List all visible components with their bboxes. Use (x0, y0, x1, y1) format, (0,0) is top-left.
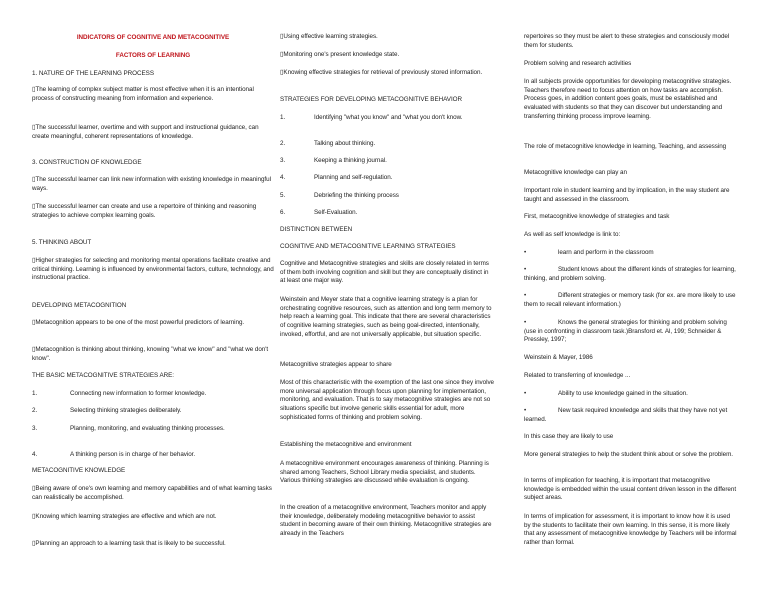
checkbox-icon: ▯ (32, 346, 36, 353)
paragraph: ▯Knowing effective strategies for retrieval of previously stored information. (280, 69, 483, 76)
list-item: 6. Self-Evaluation. (280, 209, 358, 216)
list-item: 1. Identifying "what you know" and "what you don't know. (280, 114, 463, 121)
checkbox-icon: ▯ (32, 485, 36, 492)
heading-strategies-developing: STRATEGIES FOR DEVELOPING METACOGNITIVE BEHAVIOR (280, 96, 462, 103)
bullet-item: • Student knows about the different kinds of strategies for learning, thinking, and problem solving. (524, 266, 736, 282)
paragraph: Most of this characteristic with the exemption of the last one since they involve more universal application through focus upon planning for implementation, monitoring, and evaluation. That is to say metacognitive strategies are not so situations specific but involve generic skills essential for adult, more sophisticated forms of thinking and problem solving. (280, 379, 494, 421)
bullet-icon: • (524, 319, 527, 326)
list-item: 2. Talking about thinking. (280, 140, 376, 147)
paragraph: ▯The successful learner, overtime and with support and instructional guidance, can create meaningful, coherent representations of knowledge. (32, 124, 259, 140)
paragraph: ▯Metacognition appears to be one of the most powerful predictors of learning. (32, 319, 245, 326)
paragraph: Establishing the metacognitive and environment (280, 441, 412, 448)
paragraph: In terms of implication for assessment, it is important to know how it is used by the students to facilitate their own learning. In this sense, it is more likely that any assessment of metacognitive knowledge by Teachers will be informal rather than formal. (524, 513, 737, 547)
paragraph: In the creation of a metacognitive environment, Teachers monitor and apply their knowledge, deliberately modeling metacognitive behavior to assist student in becoming aware of their own thinking. Metacognitive strategies are already in the Teachers (280, 504, 492, 538)
paragraph: More general strategies to help the student think about or solve the problem. (524, 451, 733, 458)
paragraph: ▯Using effective learning strategies. (280, 33, 378, 40)
bullet-icon: • (524, 249, 527, 256)
checkbox-icon: ▯ (280, 69, 284, 76)
paragraph: Metacognitive knowledge can play an (524, 169, 627, 176)
heading-cognitive-and-metacognitive: COGNITIVE AND METACOGNITIVE LEARNING STRATEGIES (280, 243, 456, 250)
checkbox-icon: ▯ (32, 86, 36, 93)
document-title-line-2: FACTORS OF LEARNING (115, 52, 191, 59)
bullet-icon: • (524, 292, 527, 299)
list-item: 3. Keeping a thinking journal. (280, 157, 387, 164)
bullet-item: • Ability to use knowledge gained in the situation. (524, 390, 688, 397)
paragraph: repertoires so they must be alert to these strategies and consciously model them for students. (524, 33, 730, 49)
heading-basic-strategies: THE BASIC METACOGNITIVE STRATEGIES ARE: (32, 372, 174, 379)
checkbox-icon: ▯ (32, 176, 36, 183)
list-item: 3. Planning, monitoring, and evaluating thinking processes. (32, 425, 225, 432)
paragraph: Cognitive and Metacognitive strategies and skills are closely related in terms of them both involving cognition and skill but they are conceptually distinct in at least one major way. (280, 260, 489, 285)
paragraph: Metacognitive strategies appear to share (280, 361, 392, 368)
heading-metacognitive-knowledge: METACOGNITIVE KNOWLEDGE (32, 467, 126, 474)
paragraph: Related to transferring of knowledge ... (524, 372, 631, 379)
bullet-item: • New task required knowledge and skills that they have not yet learned. (524, 407, 728, 423)
paragraph: ▯Metacognition is thinking about thinking, knowing "what we know" and "what we don't know". (32, 346, 269, 362)
bullet-item: • Different strategies or memory task (for ex. are more likely to use them to recall relevant information.) (524, 292, 736, 308)
heading-problem-solving: Problem solving and research activities (524, 60, 632, 67)
checkbox-icon: ▯ (280, 51, 284, 58)
paragraph: First, metacognitive knowledge of strategies and task (524, 213, 670, 220)
bullet-icon: • (524, 266, 527, 273)
checkbox-icon: ▯ (280, 33, 284, 40)
list-item: 2. Selecting thinking strategies deliberately. (32, 407, 182, 414)
paragraph: ▯The learning of complex subject matter is most effective when it is an intentional process of constructing meaning from information and experience. (32, 86, 254, 102)
checkbox-icon: ▯ (32, 319, 36, 326)
paragraph: ▯The successful learner can link new information with existing knowledge in meaningful ways. (32, 176, 271, 192)
list-item: 5. Debriefing the thinking process (280, 192, 399, 199)
paragraph: ▯Higher strategies for selecting and monitoring mental operations facilitate creative and critical thinking. Learning is influenced by environmental factors, culture, technology, and instructional practice. (32, 257, 274, 282)
heading-nature-of-learning: 1. NATURE OF THE LEARNING PROCESS (32, 70, 154, 77)
paragraph: Weinstein and Meyer state that a cognitive learning strategy is a plan for orchestrating cognitive resources, such as attention and long term memory to help reach a learning goal. This indicate that there are several characteristics of cognitive learning strategies, such as being goal-directed, intentionally, invoked, effortful, and are not universally applicable, but situation specific. (280, 296, 492, 338)
paragraph: In this case they are likely to use (524, 433, 614, 440)
checkbox-icon: ▯ (32, 124, 36, 131)
checkbox-icon: ▯ (32, 513, 36, 520)
bullet-icon: • (524, 407, 527, 414)
paragraph: As well as self knowledge is link to: (524, 231, 621, 238)
paragraph: ▯The successful learner can create and use a repertoire of thinking and reasoning strategies to achieve complex learning goals. (32, 203, 257, 219)
heading-role-of-metacognitive: The role of metacognitive knowledge in learning, Teaching, and assessing (524, 143, 727, 150)
paragraph: ▯Being aware of one's own learning and memory capabilities and of what learning tasks can realistically be accomplished. (32, 485, 272, 501)
bullet-item: • Knows the general strategies for thinking and problem solving (use in confronting in classroom task.)Bransford et. Al, 199; Schneider & Pressley, 1997; (524, 319, 727, 344)
paragraph: ▯Monitoring one's present knowledge state. (280, 51, 400, 58)
bullet-icon: • (524, 390, 527, 397)
bullet-item: • learn and perform in the classroom (524, 249, 654, 256)
paragraph: In terms of implication for teaching, it is important that metacognitive knowledge is embedded within the usual content driven lesson in the different subject areas. (524, 477, 737, 502)
paragraph: Weinstein & Mayer, 1986 (524, 354, 593, 361)
paragraph: A metacognitive environment encourages awareness of thinking. Planning is shared among Teachers, School Library media specialist, and students. Various thinking strategies are discussed while evaluation is ongoing. (280, 460, 489, 485)
list-item: 4. Planning and self-regulation. (280, 174, 393, 181)
checkbox-icon: ▯ (32, 540, 36, 547)
list-item: 4. A thinking person is in charge of her behavior. (32, 451, 196, 458)
checkbox-icon: ▯ (32, 203, 36, 210)
paragraph: In all subjects provide opportunities for developing metacognitive strategies. Teachers therefore need to focus attention on how tasks are accomplish. Process goes, in addition content goes goals, must be established and evaluated with students so that they can discover but understanding and transferring thinking process improve learning. (524, 78, 732, 120)
heading-construction-of-knowledge: 3. CONSTRUCTION OF KNOWLEDGE (32, 159, 142, 166)
paragraph: ▯Planning an approach to a learning task that is likely to be successful. (32, 540, 226, 547)
document-title-line-1: INDICATORS OF COGNITIVE AND METACOGNITIVE (76, 34, 230, 41)
list-item: 1. Connecting new information to former knowledge. (32, 390, 207, 397)
checkbox-icon: ▯ (32, 257, 36, 264)
paragraph: ▯Knowing which learning strategies are effective and which are not. (32, 513, 217, 520)
paragraph: Important role in student learning and by implication, in the way student are taught and assessed in the classroom. (524, 187, 730, 203)
heading-distinction-between: DISTINCTION BETWEEN (280, 226, 353, 233)
heading-developing-metacognition: DEVELOPING METACOGNITION (32, 302, 127, 309)
heading-thinking-about: 5. THINKING ABOUT (32, 239, 92, 246)
